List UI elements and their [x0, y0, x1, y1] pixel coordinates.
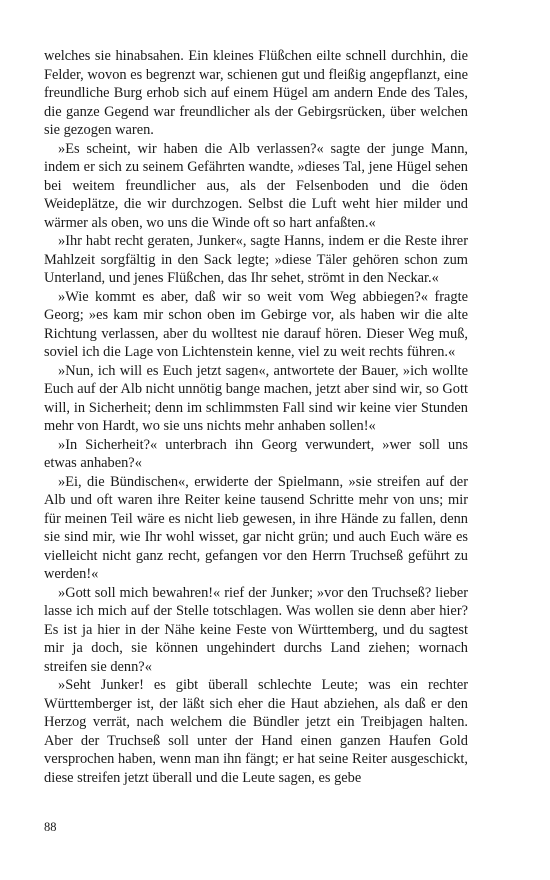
paragraph: »Wie kommt es aber, daß wir so weit vom Weg abbiegen?« fragte Georg; »es kam mir schon oben im Gebirge vor, als haben wir die alte Richtung verlassen, aber du wolltest nie darauf hören. Dieser Weg muß, soviel ich die Lage von Lichtenstein kenne, viel zu weit rechts führen.«: [44, 288, 468, 360]
page-number: 88: [44, 820, 57, 834]
paragraph: »Ihr habt recht geraten, Junker«, sagte Hanns, indem er die Reste ihrer Mahlzeit sorgfältig in den Sack legte; »diese Täler gehören schon zum Unterland, und jenes Flüßchen, das Ihr sehet, strömt in den Neckar.«: [44, 233, 468, 286]
paragraph: »Ei, die Bündischen«, erwiderte der Spielmann, »sie streifen auf der Alb und oft waren ihre Reiter keine tausend Schritte mehr von uns; mir für meinen Teil wäre es nicht lieb gewesen, in ihre Hände zu fallen, denn sie sind mir, wie Ihr wohl wisset, gar nicht grün; und auch Euch wäre es vielleicht nicht ganz recht, gefangen vor den Herrn Truchseß geführt zu werden!«: [44, 473, 468, 582]
paragraph: welches sie hinabsahen. Ein kleines Flüßchen eilte schnell durchhin, die Felder, wovon es begrenzt war, schienen gut und fleißig angepflanzt, eine freundliche Burg erhob sich auf einem Hügel am andern Ende des Tales, die ganze Gegend war freundlicher als der Gebirgsrücken, über welchen sie gezogen waren.: [44, 48, 468, 138]
paragraph: »Seht Junker! es gibt überall schlechte Leute; was ein rechter Württemberger ist, der läßt sich eher die Haut abziehen, als daß er den Herzog verrät, nach welchem die Bündler jetzt ein Treibjagen halten. Aber der Truchseß soll unter der Hand einen ganzen Haufen Gold versprochen haben, wenn man ihn fängt; er hat seine Reiter ausgeschickt, diese streifen jetzt überall und die Leute sagen, es gebe: [44, 677, 468, 786]
paragraph: »In Sicherheit?« unterbrach ihn Georg verwundert, »wer soll uns etwas anhaben?«: [44, 436, 468, 471]
paragraph: »Es scheint, wir haben die Alb verlassen?« sagte der junge Mann, indem er sich zu seinem Gefährten wandte, »dieses Tal, jene Hügel sehen bei weitem freundlicher aus, als der Felsenboden und die öden Weideplätze, die wir durchzogen. Selbst die Luft weht hier milder und wärmer als oben, wo uns die Winde oft so hart anfaßten.«: [44, 140, 468, 231]
paragraph: »Gott soll mich bewahren!« rief der Junker; »vor den Truchseß? lieber lasse ich mich auf der Stelle totschlagen. Was wollen sie denn aber hier? Es ist ja hier in der Nähe keine Feste von Württemberg, und du sagtest mir ja doch, sie können ungehindert durchs Land ziehen; wornach streifen sie denn?«: [44, 584, 468, 675]
paragraph: »Nun, ich will es Euch jetzt sagen«, antwortete der Bauer, »ich wollte Euch auf der Alb nicht unnötig bange machen, jetzt aber sind wir, so Gott will, in Sicherheit; denn im schlimmsten Fall sind wir keine vier Stunden mehr von Hardt, wo sie uns nichts mehr anhaben sollen!«: [44, 362, 468, 434]
page-body: [44, 47, 468, 787]
